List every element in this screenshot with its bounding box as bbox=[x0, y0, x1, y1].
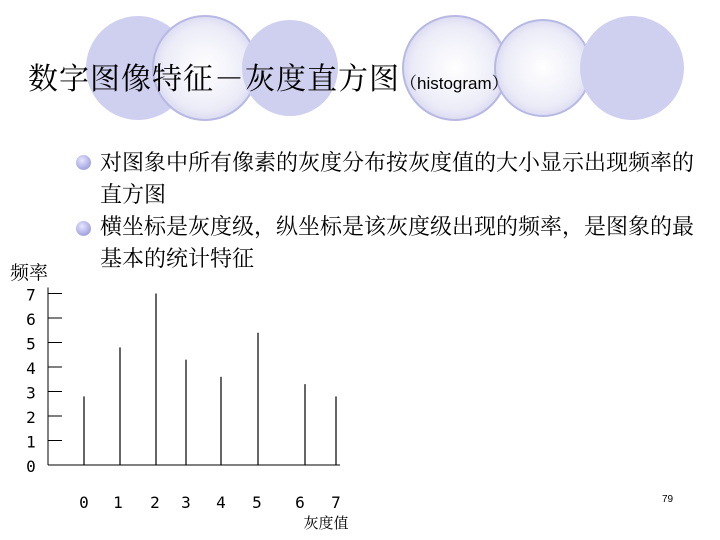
x-tick-label: 7 bbox=[331, 493, 341, 512]
y-tick-label: 2 bbox=[26, 408, 36, 427]
y-tick-label: 4 bbox=[26, 359, 36, 378]
bullet-item bbox=[76, 148, 696, 212]
bullet-text: 对图象中所有像素的灰度分布按灰度值的大小显示出现频率的直方图 bbox=[100, 151, 695, 208]
x-tick-label: 3 bbox=[181, 493, 191, 512]
x-tick-label: 1 bbox=[113, 493, 123, 512]
y-tick-label: 6 bbox=[26, 310, 36, 329]
x-tick-label: 6 bbox=[295, 493, 305, 512]
bullet-text: 横坐标是灰度级，纵坐标是该灰度级出现的频率，是图象的最基本的统计特征 bbox=[100, 215, 695, 272]
x-tick-label: 0 bbox=[79, 493, 89, 512]
bullet-item bbox=[76, 212, 696, 276]
y-tick-label: 7 bbox=[26, 285, 36, 305]
y-tick-label: 3 bbox=[26, 383, 36, 403]
y-tick-label: 0 bbox=[26, 457, 36, 476]
x-tick-label: 5 bbox=[252, 493, 262, 512]
x-tick-label: 2 bbox=[150, 493, 160, 512]
y-axis-label: 频率 bbox=[10, 262, 49, 284]
page-number: 79 bbox=[662, 494, 674, 505]
histogram-chart bbox=[0, 280, 720, 540]
deco-circle bbox=[495, 20, 591, 116]
x-tick-label: 4 bbox=[216, 493, 226, 512]
bullet-list bbox=[76, 148, 696, 276]
slide-title-sub: （histogram） bbox=[400, 74, 509, 93]
deco-circle bbox=[580, 16, 684, 120]
slide-title-main: 数字图像特征－灰度直方图 bbox=[28, 62, 400, 97]
y-tick-label: 5 bbox=[26, 334, 36, 354]
bullet-dot-icon bbox=[76, 221, 91, 236]
x-axis-label: 灰度值 bbox=[303, 514, 349, 532]
y-tick-label: 1 bbox=[26, 432, 36, 452]
bullet-dot-icon bbox=[76, 155, 91, 170]
slide-title bbox=[28, 54, 509, 98]
